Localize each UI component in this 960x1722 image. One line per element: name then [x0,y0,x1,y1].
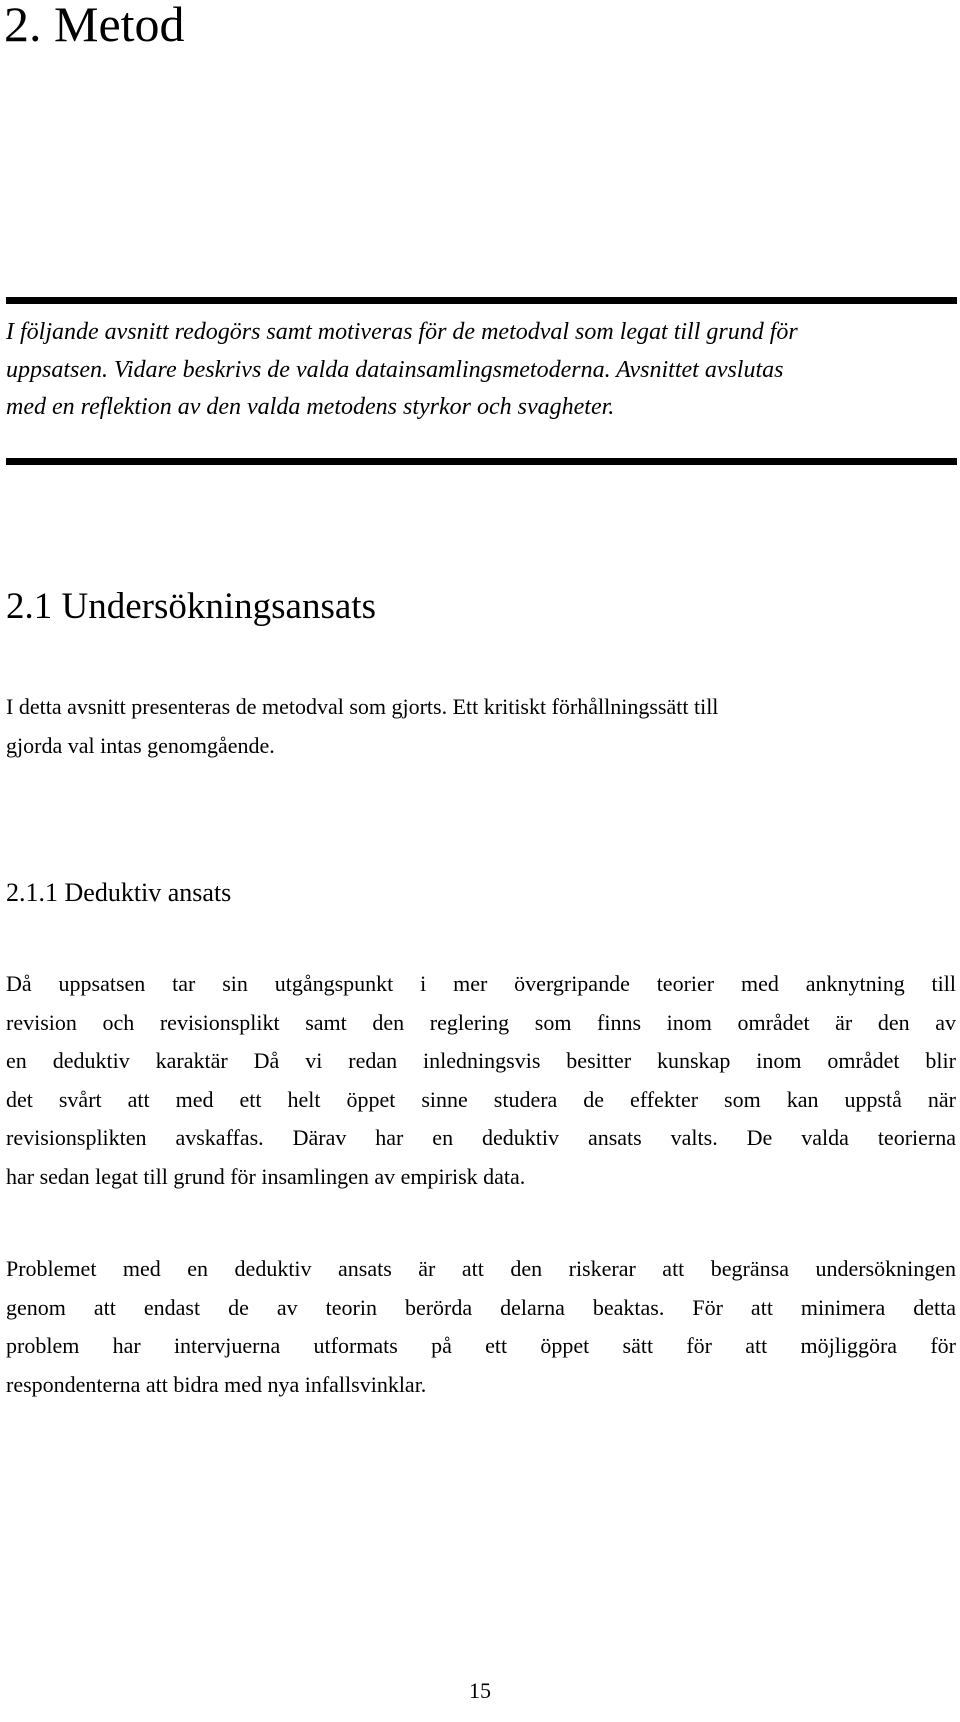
page-number [0,1677,960,1705]
paragraph-line: Problemet med en deduktiv ansats är att den riskerar att begränsa undersökningen [6,1256,956,1281]
paragraph-line: en deduktiv karaktär Då vi redan inledningsvis besitter kunskap inom området blir [6,1048,956,1073]
paragraph-line: problem har intervjuerna utformats på ett öppet sätt för att möjliggöra för [6,1333,956,1358]
paragraph-line: det svårt att med ett helt öppet sinne studera de effekter som kan uppstå när [6,1086,956,1112]
paragraph-line: respondenterna att bidra med nya infallsvinklar. [6,1371,427,1397]
abstract-line: uppsatsen. Vidare beskrivs de valda datainsamlingsmetoderna. Avsnittet avslutas [6,356,784,383]
section-intro [6,687,956,765]
body-paragraph-1 [6,965,956,1196]
abstract-line: med en reflektion av den valda metodens styrkor och svagheter. [6,394,615,420]
section-heading: 2.1 Undersökningsansats [6,586,376,627]
page-number-text: 15 [469,1678,491,1703]
paragraph-line: revisionsplikten avskaffas. Därav har en deduktiv ansats valts. De valda teorierna [6,1125,956,1150]
paragraph-line: revision och revisionsplikt samt den reglering som finns inom området är den av [6,1009,956,1035]
paragraph-line: Då uppsatsen tar sin utgångspunkt i mer övergripande teorier med anknytning till [6,971,956,996]
chapter-abstract [6,314,956,427]
body-paragraph-2 [6,1250,956,1404]
abstract-top-rule [6,297,957,304]
paragraph-line: genom att endast de av teorin berörda delarna beaktas. För att minimera detta [6,1294,956,1320]
paragraph-line: har sedan legat till grund för insamlingen av empirisk data. [6,1163,526,1189]
abstract-line: I följande avsnitt redogörs samt motiveras för de metodval som legat till grund för [6,319,798,345]
section-intro-line: gjorda val intas genomgående. [6,733,275,758]
subsection-heading: 2.1.1 Deduktiv ansats [6,878,232,907]
chapter-title: 2. Metod [4,0,185,52]
section-intro-line: I detta avsnitt presenteras de metodval som gjorts. Ett kritiskt förhållningssätt till [6,694,719,719]
abstract-bottom-rule [6,458,957,465]
